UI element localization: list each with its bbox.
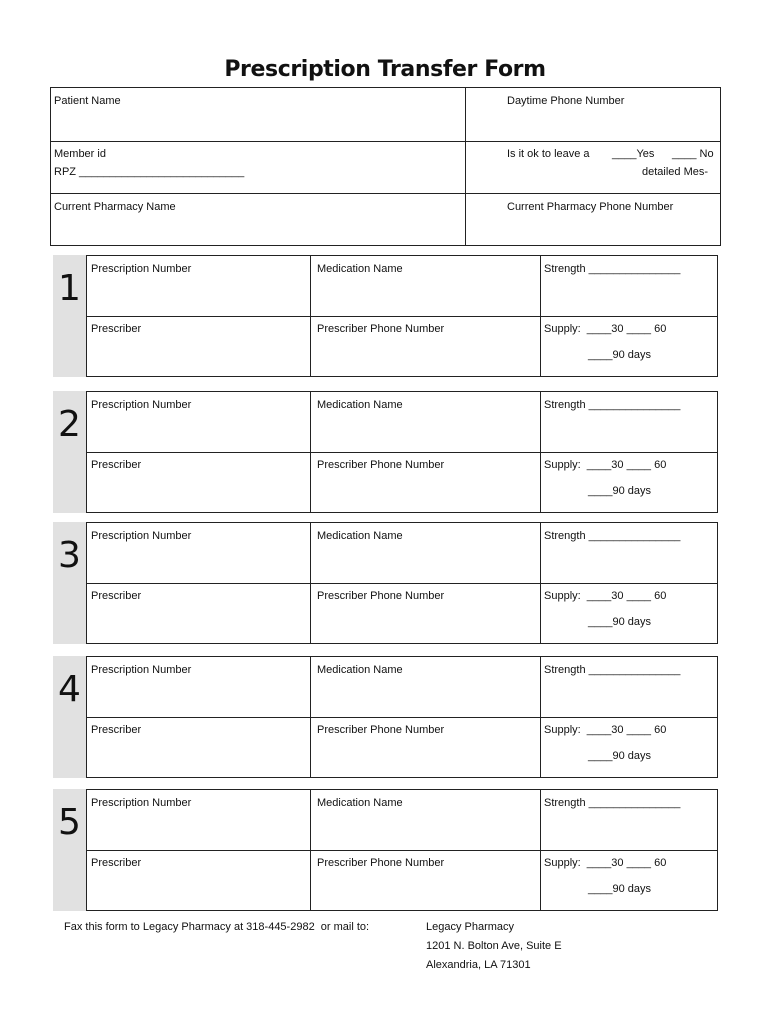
divider: [87, 452, 717, 453]
rpz-field[interactable]: RPZ ___________________________: [54, 166, 245, 178]
prescription-grid: [86, 255, 718, 377]
strength-field[interactable]: Strength _______________: [544, 530, 681, 542]
prescriber-phone-field[interactable]: Prescriber Phone Number: [317, 323, 445, 335]
supply-options[interactable]: Supply: ____30 ____ 60: [544, 323, 667, 335]
divider: [310, 657, 311, 777]
prescription-number-field[interactable]: Prescription Number: [91, 797, 192, 809]
prescription-number-field[interactable]: Prescription Number: [91, 263, 192, 275]
medication-name-field[interactable]: Medication Name: [317, 399, 403, 411]
prescription-block: [53, 522, 718, 644]
strength-field[interactable]: Strength _______________: [544, 664, 681, 676]
prescription-grid: [86, 789, 718, 911]
prescriber-phone-field[interactable]: Prescriber Phone Number: [317, 459, 445, 471]
leave-message-label: Is it ok to leave a: [507, 148, 590, 160]
current-pharmacy-name-field[interactable]: Current Pharmacy Name: [54, 201, 176, 213]
prescriber-field[interactable]: Prescriber: [91, 323, 142, 335]
current-pharmacy-phone-field[interactable]: Current Pharmacy Phone Number: [507, 201, 674, 213]
supply-90-days-option[interactable]: ____90 days: [588, 883, 651, 895]
member-id-field[interactable]: Member id: [54, 148, 106, 160]
prescriber-field[interactable]: Prescriber: [91, 857, 142, 869]
prescription-block: [53, 255, 718, 377]
divider: [87, 850, 717, 851]
prescriber-field[interactable]: Prescriber: [91, 724, 142, 736]
prescription-block: [53, 391, 718, 513]
daytime-phone-field[interactable]: Daytime Phone Number: [507, 95, 625, 107]
prescription-grid: [86, 391, 718, 513]
prescriber-phone-field[interactable]: Prescriber Phone Number: [317, 857, 445, 869]
strength-field[interactable]: Strength _______________: [544, 797, 681, 809]
divider: [310, 256, 311, 376]
prescriber-phone-field[interactable]: Prescriber Phone Number: [317, 724, 445, 736]
prescription-number-badge: 4: [58, 669, 81, 710]
prescription-block: [53, 789, 718, 911]
supply-options[interactable]: Supply: ____30 ____ 60: [544, 590, 667, 602]
prescriber-field[interactable]: Prescriber: [91, 590, 142, 602]
prescription-number-field[interactable]: Prescription Number: [91, 530, 192, 542]
prescription-number-field[interactable]: Prescription Number: [91, 399, 192, 411]
patient-name-field[interactable]: Patient Name: [54, 95, 121, 107]
medication-name-field[interactable]: Medication Name: [317, 664, 403, 676]
address-line: 1201 N. Bolton Ave, Suite E: [426, 940, 562, 952]
prescription-block: [53, 656, 718, 778]
divider: [51, 193, 720, 194]
medication-name-field[interactable]: Medication Name: [317, 797, 403, 809]
address-line: Legacy Pharmacy: [426, 921, 515, 933]
divider: [310, 523, 311, 643]
yes-option[interactable]: ____Yes: [612, 148, 655, 160]
prescription-number-badge: 1: [58, 268, 81, 309]
prescriber-field[interactable]: Prescriber: [91, 459, 142, 471]
supply-90-days-option[interactable]: ____90 days: [588, 349, 651, 361]
divider: [465, 88, 466, 245]
divider: [540, 790, 541, 910]
supply-options[interactable]: Supply: ____30 ____ 60: [544, 724, 667, 736]
prescription-number-badge: 3: [58, 535, 81, 576]
prescription-grid: [86, 522, 718, 644]
supply-options[interactable]: Supply: ____30 ____ 60: [544, 857, 667, 869]
divider: [540, 523, 541, 643]
divider: [310, 790, 311, 910]
supply-90-days-option[interactable]: ____90 days: [588, 750, 651, 762]
divider: [540, 657, 541, 777]
medication-name-field[interactable]: Medication Name: [317, 530, 403, 542]
divider: [87, 316, 717, 317]
address-line: Alexandria, LA 71301: [426, 959, 531, 971]
prescription-number-badge: 2: [58, 404, 81, 445]
patient-info-box: [50, 87, 721, 246]
divider: [87, 717, 717, 718]
prescription-number-badge: 5: [58, 802, 81, 843]
prescriber-phone-field[interactable]: Prescriber Phone Number: [317, 590, 445, 602]
fax-instructions: Fax this form to Legacy Pharmacy at 318-445-2982 or mail to:: [64, 921, 370, 933]
supply-90-days-option[interactable]: ____90 days: [588, 616, 651, 628]
form-title: Prescription Transfer Form: [224, 57, 546, 82]
medication-name-field[interactable]: Medication Name: [317, 263, 403, 275]
detailed-message-label: detailed Mes-: [642, 166, 709, 178]
divider: [51, 141, 720, 142]
divider: [540, 392, 541, 512]
no-option[interactable]: ____ No: [672, 148, 714, 160]
divider: [540, 256, 541, 376]
supply-90-days-option[interactable]: ____90 days: [588, 485, 651, 497]
prescription-number-field[interactable]: Prescription Number: [91, 664, 192, 676]
prescription-grid: [86, 656, 718, 778]
divider: [87, 583, 717, 584]
strength-field[interactable]: Strength _______________: [544, 263, 681, 275]
divider: [310, 392, 311, 512]
supply-options[interactable]: Supply: ____30 ____ 60: [544, 459, 667, 471]
strength-field[interactable]: Strength _______________: [544, 399, 681, 411]
